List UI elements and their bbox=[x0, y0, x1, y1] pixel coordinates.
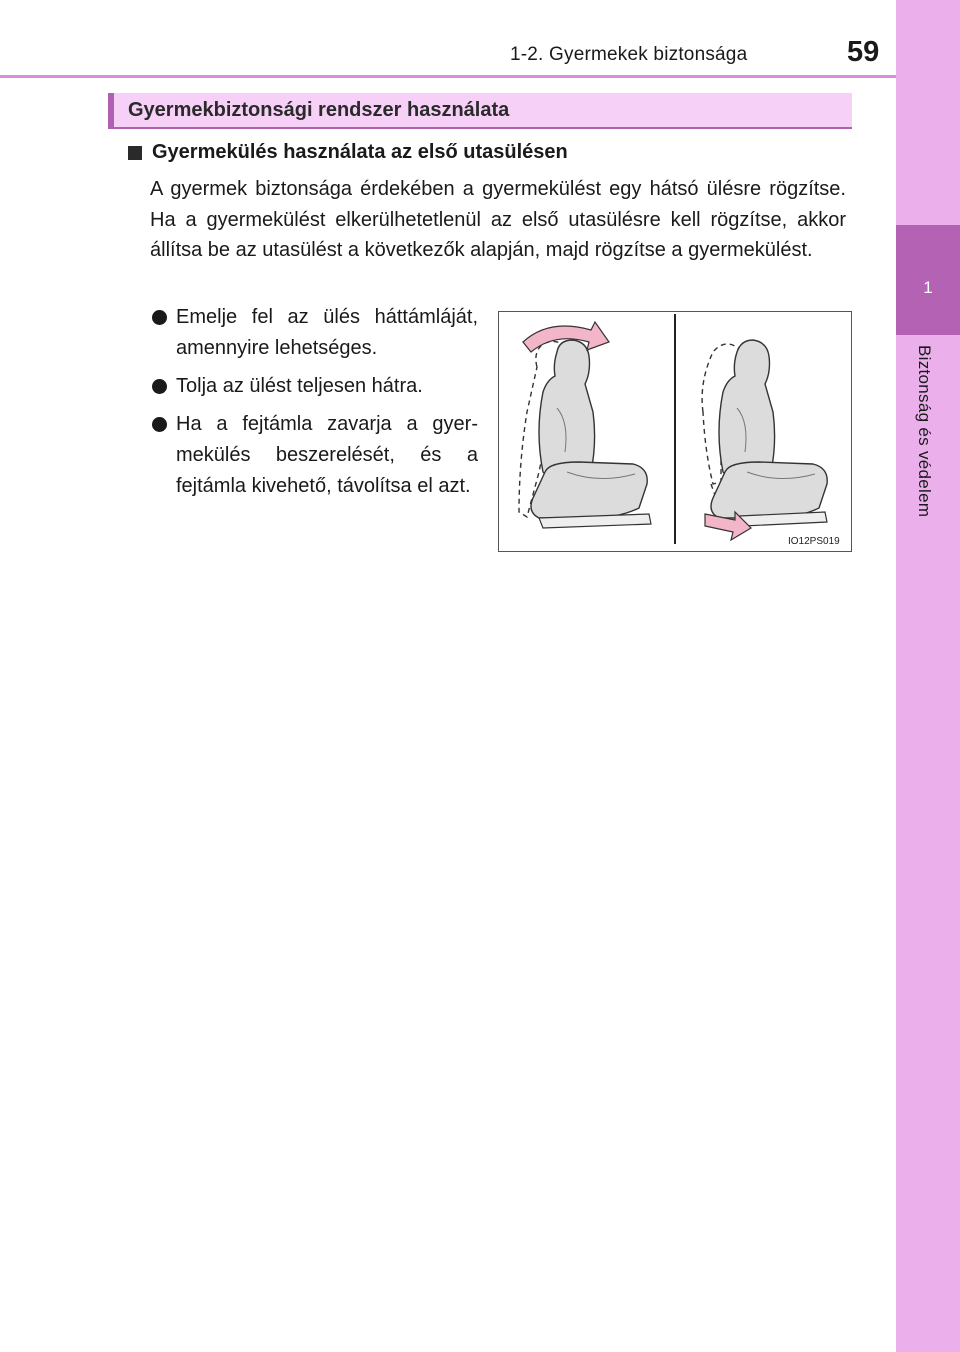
section-title: Gyermekbiztonsági rendszer használata bbox=[128, 99, 510, 121]
list-item-text: Emelje fel az ülés háttámláját, amennyire lehetséges. bbox=[176, 306, 478, 359]
square-bullet-icon bbox=[128, 146, 142, 160]
seat-adjustment-figure bbox=[498, 311, 852, 552]
seat-back bbox=[719, 340, 775, 480]
chapter-number: 1 bbox=[923, 278, 933, 297]
header-rule bbox=[0, 75, 896, 78]
list-item bbox=[152, 302, 478, 364]
list-item bbox=[152, 371, 478, 402]
seat-illustration bbox=[499, 312, 851, 551]
body-paragraph: A gyermek biztonsága érdekében a gyermekülést egy hátsó ülésre rögzítse. Ha a gyermekülést elkerülhetetlenül az első utasülésre kell rögzítse, akkor állítsa be az utasülést a következők alapján, majd rögzítse a gyermekülést. bbox=[150, 178, 846, 261]
round-bullet-icon bbox=[152, 417, 167, 432]
list-item-text: Ha a fejtámla zavarja a gyermekülés beszerelését, és a fejtámla kivehető, távolítsa el azt. bbox=[176, 413, 478, 497]
running-header-section: 1-2. Gyermekek biztonsága bbox=[510, 44, 748, 65]
bullet-list bbox=[152, 302, 478, 509]
chapter-title: Biztonság és védelem bbox=[915, 345, 934, 518]
chapter-side-bar bbox=[896, 0, 960, 1352]
seat-back bbox=[539, 340, 595, 480]
section-banner bbox=[108, 93, 852, 129]
figure-code: IO12PS019 bbox=[788, 536, 840, 547]
list-item-text: Tolja az ülést teljesen hátra. bbox=[176, 375, 423, 397]
seat-cushion bbox=[531, 462, 647, 518]
round-bullet-icon bbox=[152, 310, 167, 325]
list-item bbox=[152, 409, 478, 502]
page-number: 59 bbox=[847, 36, 880, 68]
subsection-title: Gyermekülés használata az első utasülésen bbox=[152, 141, 568, 163]
seat-cushion bbox=[711, 462, 827, 518]
round-bullet-icon bbox=[152, 379, 167, 394]
